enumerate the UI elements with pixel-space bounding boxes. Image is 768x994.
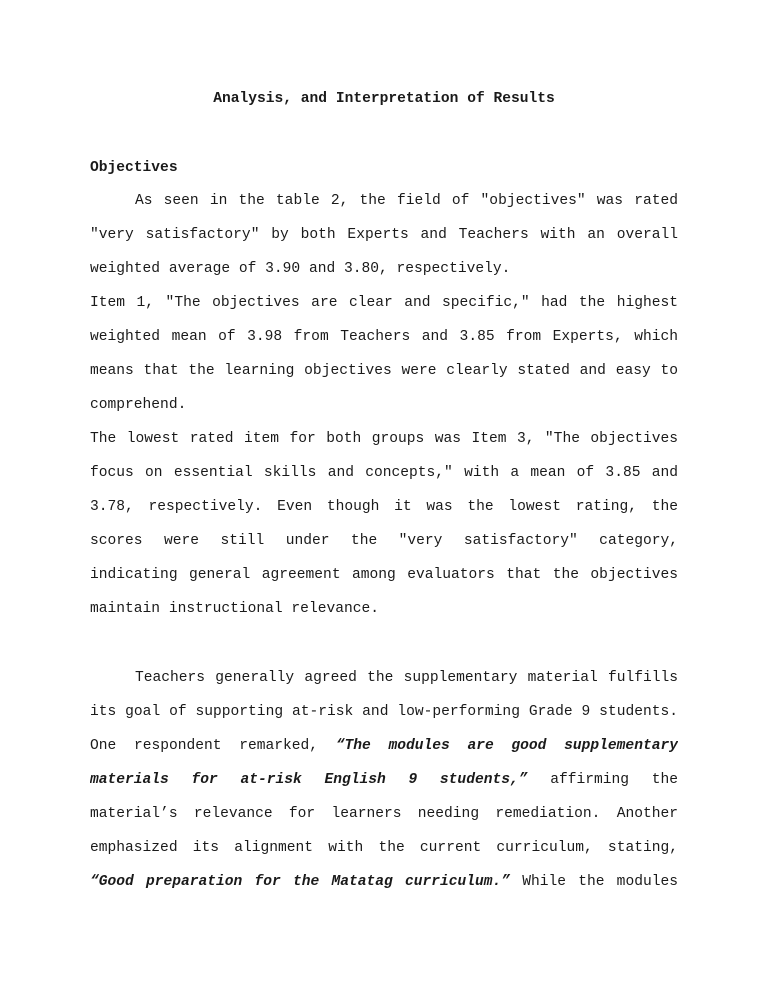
paragraph-line (90, 770, 678, 790)
quote-text: “The modules are good supplementary (335, 738, 678, 754)
paragraph-line: The lowest rated item for both groups was Item 3, "The objectives (90, 431, 678, 447)
paragraph-line: material’s relevance for learners needing remediation. Another (90, 806, 678, 822)
paragraph-line: Teachers generally agreed the supplementary material fulfills (135, 670, 678, 686)
paragraph-line: 3.78, respectively. Even though it was the lowest rating, the (90, 499, 678, 515)
paragraph-line: weighted average of 3.90 and 3.80, respectively. (90, 261, 511, 277)
paragraph-line: "very satisfactory" by both Experts and Teachers with an overall (90, 227, 678, 243)
line-text: While the modules (522, 874, 678, 890)
paragraph-line: scores were still under the "very satisfactory" category, (90, 533, 678, 549)
paragraph-line: its goal of supporting at-risk and low-performing Grade 9 students. (90, 704, 678, 720)
paragraph-line: weighted mean of 3.98 from Teachers and 3.85 from Experts, which (90, 329, 678, 345)
paragraph-line (90, 872, 678, 892)
page-title: Analysis, and Interpretation of Results (213, 91, 555, 107)
paragraph-line: maintain instructional relevance. (90, 601, 380, 617)
section-heading: Objectives (90, 160, 178, 176)
line-text: One respondent remarked, (90, 738, 336, 754)
paragraph-line: focus on essential skills and concepts," with a mean of 3.85 and (90, 465, 678, 481)
paragraph-line: means that the learning objectives were clearly stated and easy to (90, 363, 678, 379)
paragraph-line: indicating general agreement among evaluators that the objectives (90, 567, 678, 583)
paragraph-line: Item 1, "The objectives are clear and specific," had the highest (90, 295, 678, 311)
line-text: affirming the (550, 772, 678, 788)
quote-text: “Good preparation for the Matatag curriculum.” (90, 874, 511, 890)
paragraph-line: emphasized its alignment with the current curriculum, stating, (90, 840, 678, 856)
paragraph-line: As seen in the table 2, the field of "objectives" was rated (135, 193, 678, 209)
quote-text: materials for at-risk English 9 students,” (90, 772, 528, 788)
paragraph-line: comprehend. (90, 397, 187, 413)
paragraph-line (90, 736, 678, 756)
